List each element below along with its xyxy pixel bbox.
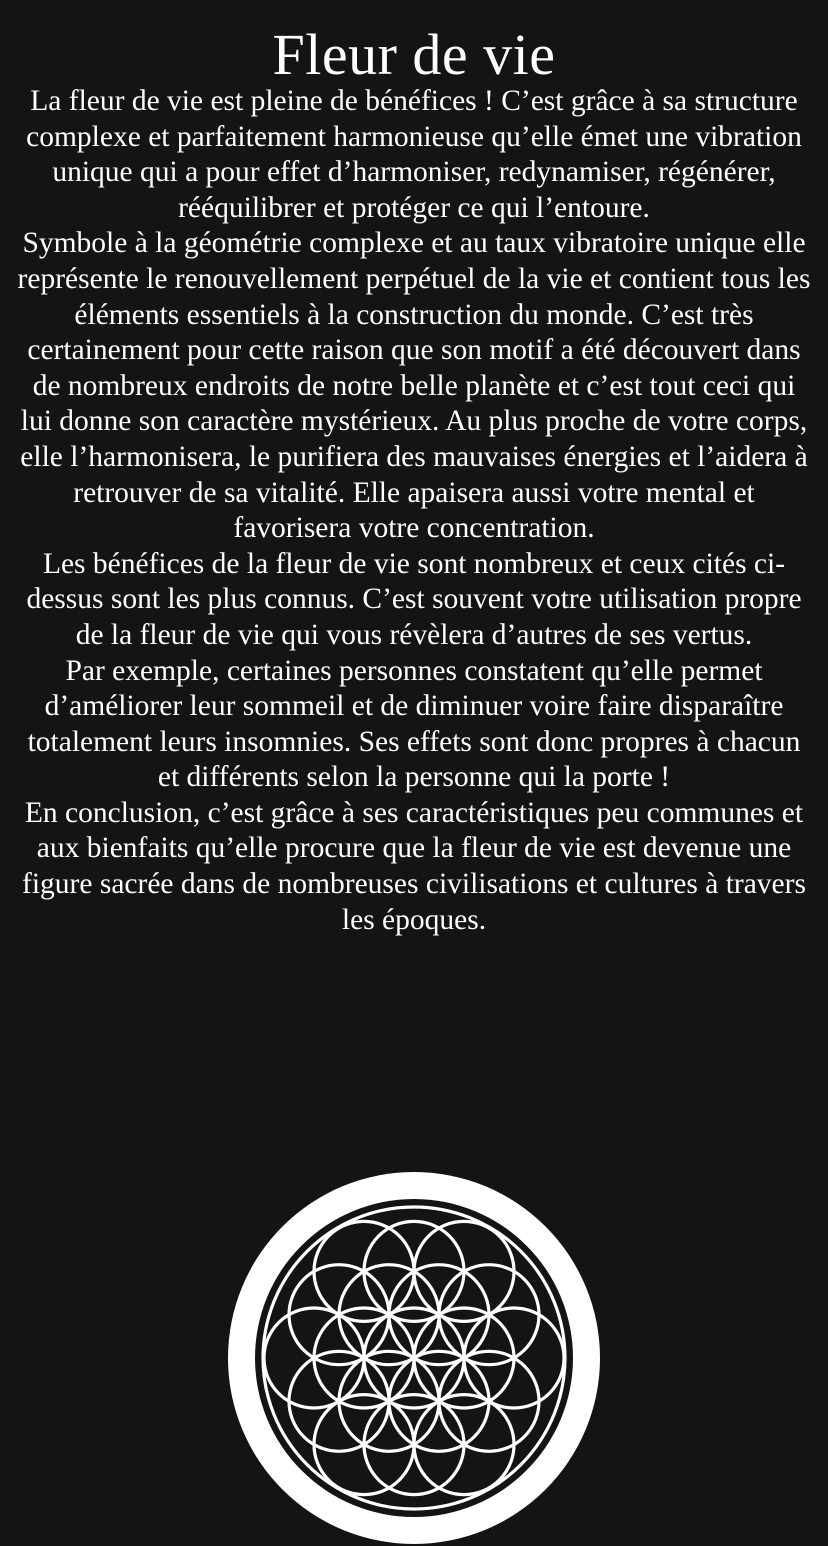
paragraph-3: Les bénéfices de la fleur de vie sont nombreux et ceux cités ci-dessus sont les plus connus. C’est souvent votre utilisation propre de la fleur de vie qui vous révèlera d’autres de ses vertus. <box>26 547 802 651</box>
paragraph-1: La fleur de vie est pleine de bénéfices ! C’est grâce à sa structure complexe et parfaitement harmonieuse qu’elle émet une vibration unique qui a pour effet d’harmoniser, redynamiser, régénérer, rééquilibrer et protéger ce qui l’entoure. <box>26 85 802 224</box>
paragraph-4: Par exemple, certaines personnes constatent qu’elle permet d’améliorer leur sommeil et de diminuer voire faire disparaître totalement leurs insomnies. Ses effets sont donc propres à chacun et différents selon la personne qui la porte ! <box>27 654 801 794</box>
page-title: Fleur de vie <box>272 22 556 87</box>
article-body <box>14 84 814 938</box>
flower-of-life-icon <box>226 1170 602 1546</box>
paragraph-5: En conclusion, c’est grâce à ses caractéristiques peu communes et aux bienfaits qu’elle procure que la fleur de vie est devenue une figure sacrée dans de nombreuses civilisations et cultures à travers les époques. <box>22 796 806 936</box>
paragraph-2: Symbole à la géométrie complexe et au taux vibratoire unique elle représente le renouvellement perpétuel de la vie et contient tous les éléments essentiels à la construction du monde. C’est très certainement pour cette raison que son motif a été découvert dans de nombreux endroits de notre belle planète et c’est tout ceci qui lui donne son caractère mystérieux. Au plus proche de votre corps, elle l’harmonisera, le purifiera des mauvaises énergies et l’aidera à retrouver de sa vitalité. Elle apaisera aussi votre mental et favorisera votre concentration. <box>17 227 811 545</box>
